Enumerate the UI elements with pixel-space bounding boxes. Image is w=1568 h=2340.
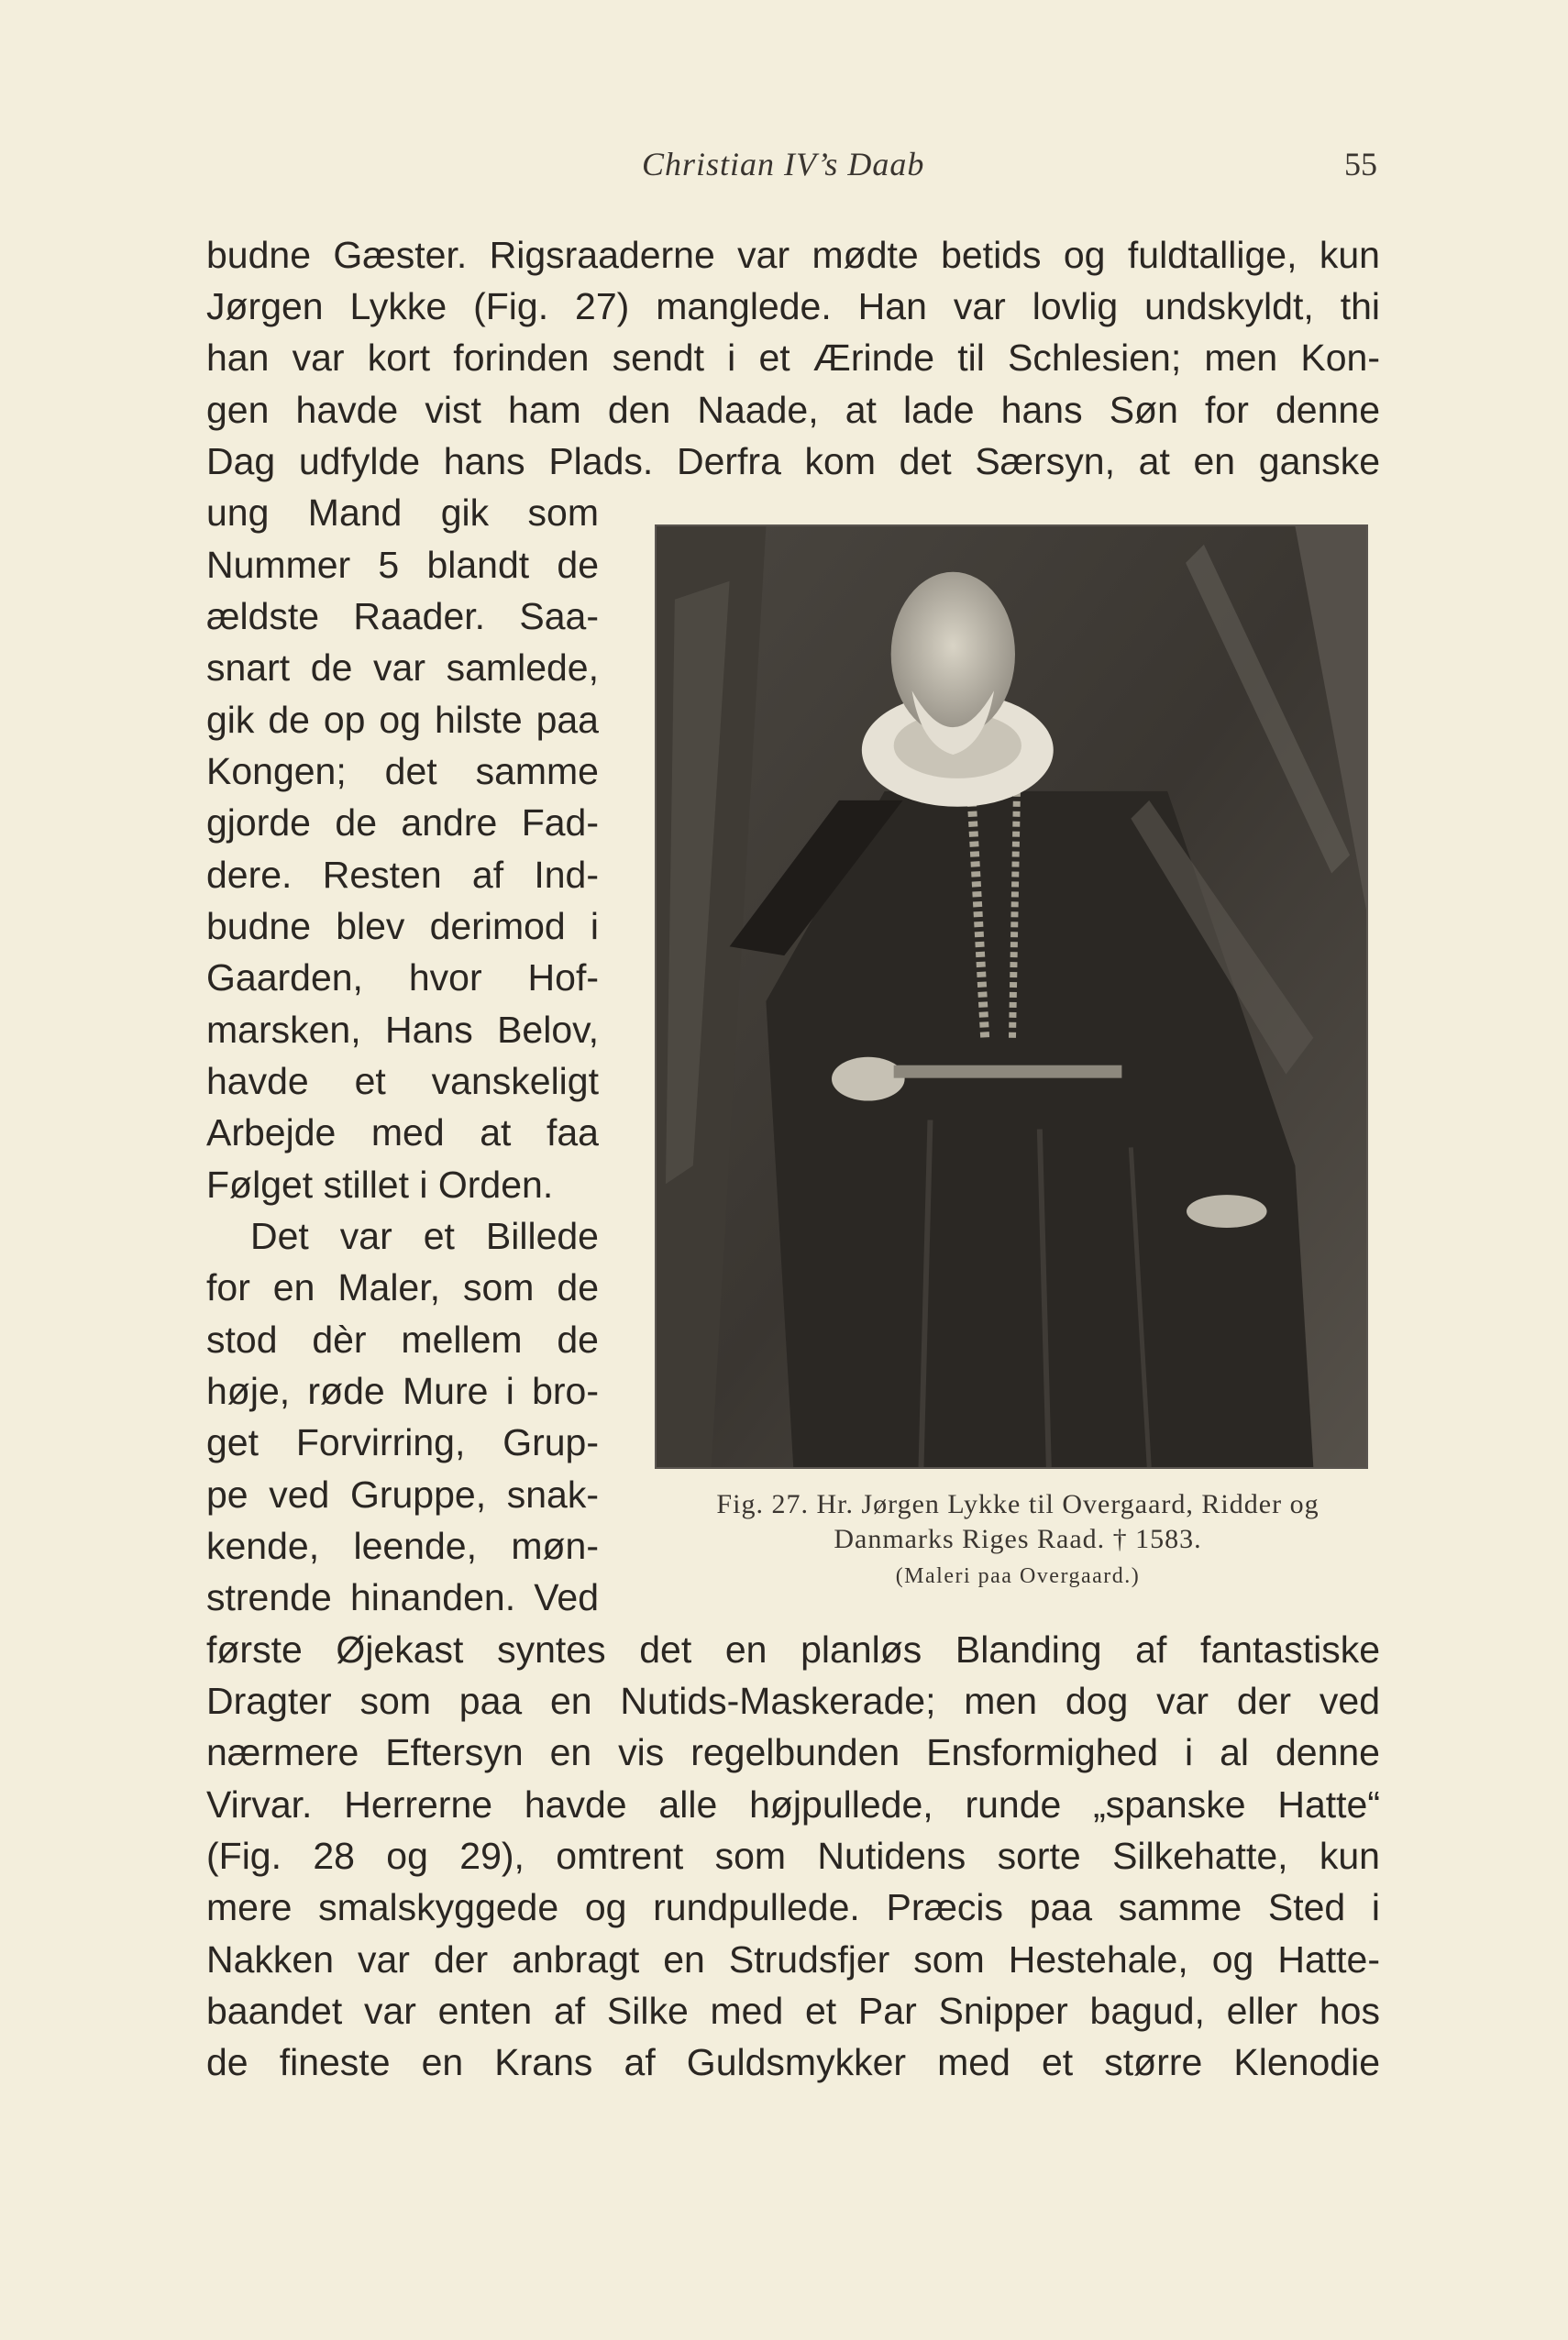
body-line: marsken, Hans Belov, [206,1009,599,1051]
body-line: Kongen; det samme [206,750,599,792]
body-line: gik de op og hilste paa [206,699,599,741]
body-line: dere. Resten af Ind- [206,854,599,896]
body-line: stod dèr mellem de [206,1319,599,1361]
running-head [0,138,1568,193]
body-line: Det var et Billede [250,1215,599,1257]
body-line: Dag udfylde hans Plads. Derfra kom det Særsyn, at en ganske [206,440,1380,482]
body-line: Dragter som paa en Nutids-Maskerade; men dog var der ved [206,1680,1380,1722]
body-line: første Øjekast syntes det en planløs Blanding af fantastiske [206,1628,1380,1671]
body-line: Arbejde med at faa [206,1111,599,1153]
body-line: pe ved Gruppe, snak- [206,1474,599,1516]
figure-caption: Fig. 27. Hr. Jørgen Lykke til Overgaard, Ridder og [716,1489,1320,1519]
body-line: snart de var samlede, [206,646,599,689]
body-line: Følget stillet i Orden. [206,1164,554,1206]
body-line: Nakken var der anbragt en Strudsfjer som Hestehale, og Hatte- [206,1938,1380,1981]
body-line: havde et vanskeligt [206,1060,599,1102]
body-line: nærmere Eftersyn en vis regelbunden Ensformighed i al denne [206,1731,1380,1773]
body-line: Gaarden, hvor Hof- [206,956,599,999]
body-line: for en Maler, som de [206,1266,599,1308]
body-line: ung Mand gik som [206,491,599,534]
body-line: budne blev derimod i [206,905,599,947]
body-line: Nummer 5 blandt de [206,544,599,586]
body-line: kende, leende, møn- [206,1525,599,1567]
portrait-figure [655,524,1368,1469]
body-line: baandet var enten af Silke med et Par Snipper bagud, eller hos [206,1990,1380,2032]
body-line: (Fig. 28 og 29), omtrent som Nutidens sorte Silkehatte, kun [206,1835,1380,1877]
page-number: 55 [1344,146,1377,182]
body-line: gjorde de andre Fad- [206,801,599,844]
body-line: get Forvirring, Grup- [206,1421,599,1463]
body-line: mere smalskyggede og rundpullede. Præcis paa samme Sted i [206,1886,1380,1928]
body-line: de fineste en Krans af Guldsmykker med et større Klenodie [206,2041,1380,2083]
portrait-illustration [657,526,1366,1467]
body-line: budne Gæster. Rigsraaderne var mødte betids og fuldtallige, kun [206,234,1380,276]
body-line: han var kort forinden sendt i et Ærinde til Schlesien; men Kon- [206,337,1380,379]
figure-source: (Maleri paa Overgaard.) [895,1564,1141,1588]
running-title: Christian IV’s Daab [642,146,925,182]
body-line: Jørgen Lykke (Fig. 27) manglede. Han var lovlig undskyldt, thi [206,285,1380,327]
figure-caption: Danmarks Riges Raad. † 1583. [834,1524,1202,1554]
body-line: Virvar. Herrerne havde alle højpullede, runde „spanske Hatte“ [206,1783,1380,1826]
body-line: strende hinanden. Ved [206,1576,599,1618]
body-line: ældste Raader. Saa- [206,595,599,637]
body-line: høje, røde Mure i bro- [206,1370,599,1412]
body-line: gen havde vist ham den Naade, at lade hans Søn for denne [206,389,1380,431]
